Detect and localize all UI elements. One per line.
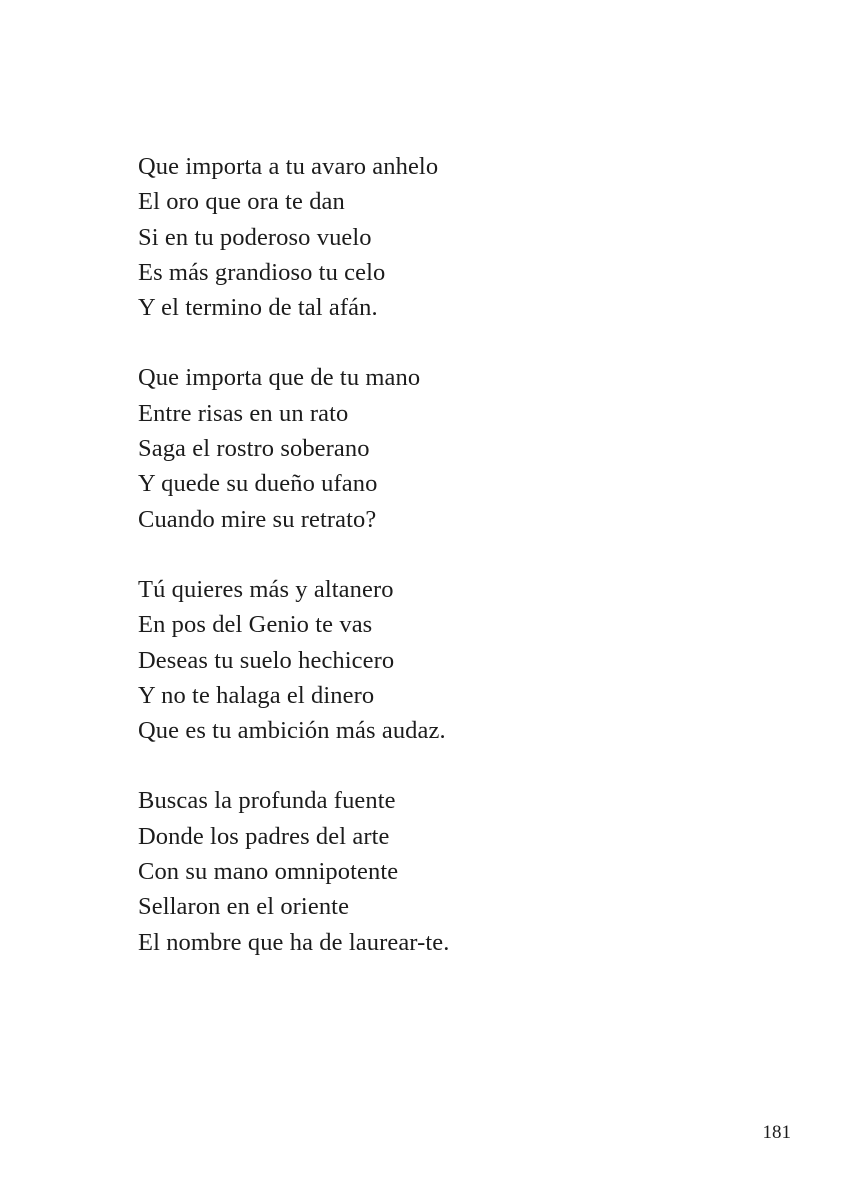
poem-line: Buscas la profunda fuente	[138, 787, 396, 815]
poem-line: Tú quieres más y altanero	[138, 575, 394, 603]
poem-line: El nombre que ha de laurear-te.	[138, 928, 450, 956]
poem-line: Donde los padres del arte	[138, 822, 390, 850]
poem-line: Y quede su dueño ufano	[138, 470, 378, 498]
poem-line: Que importa que de tu mano	[138, 364, 421, 392]
poem-line: Si en tu poderoso vuelo	[138, 223, 372, 251]
poem-line: Que importa a tu avaro anhelo	[138, 153, 439, 180]
poem-line: En pos del Genio te vas	[138, 611, 373, 639]
poem-line: Y no te halaga el dinero	[138, 681, 375, 709]
poem-line: Es más grandioso tu celo	[138, 258, 386, 286]
poem-line: Entre risas en un rato	[138, 399, 349, 427]
poem-stanza	[138, 360, 449, 536]
poem-stanza	[138, 149, 449, 325]
poem-line: Y el termino de tal afán.	[138, 294, 378, 322]
poem	[138, 149, 449, 995]
poem-line: Con su mano omnipotente	[138, 858, 399, 886]
poem-line: Cuando mire su retrato?	[138, 505, 377, 533]
poem-line: Sellaron en el oriente	[138, 893, 350, 921]
poem-stanza	[138, 572, 449, 748]
poem-line: Saga el rostro soberano	[138, 435, 370, 463]
poem-line: Deseas tu suelo hechicero	[138, 646, 395, 674]
poem-line: El oro que ora te dan	[138, 188, 345, 216]
poem-line: Que es tu ambición más audaz.	[138, 717, 446, 745]
page-number: 181	[762, 1122, 791, 1143]
poem-stanza	[138, 783, 449, 959]
